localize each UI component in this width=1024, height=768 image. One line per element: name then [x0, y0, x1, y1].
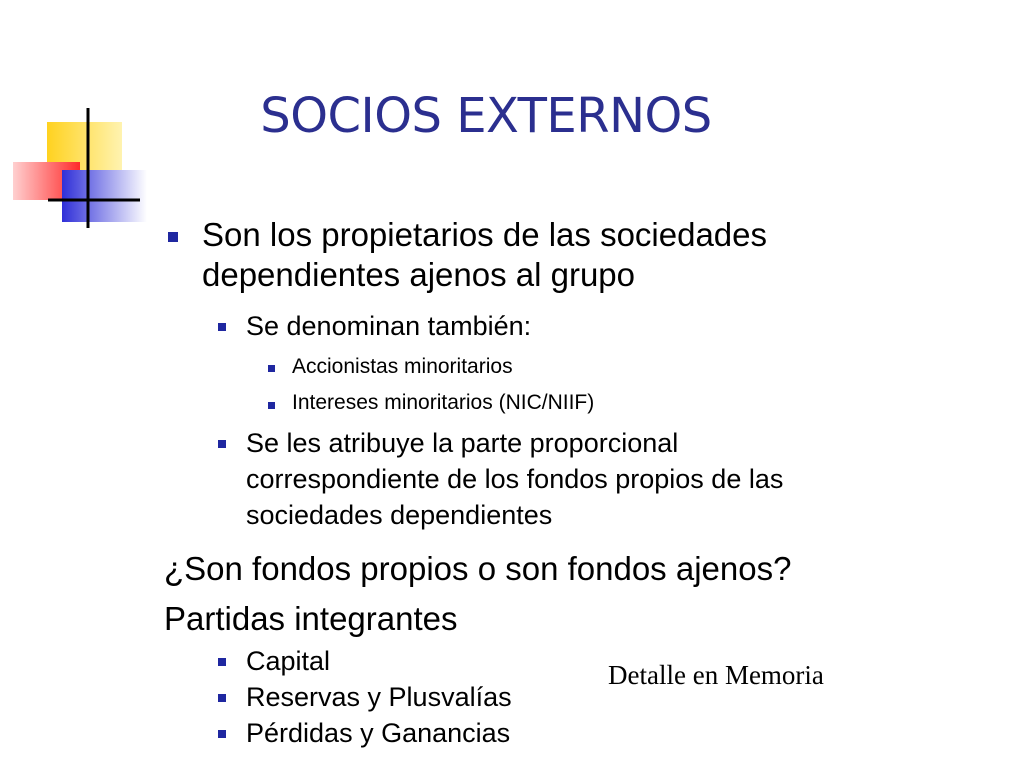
bullet-l2: [218, 440, 226, 448]
item-reservas: Reservas y Plusvalías: [246, 682, 512, 712]
item-accionistas: Accionistas minoritarios: [292, 355, 513, 378]
item-propietarios-line1: Son los propietarios de las sociedades: [202, 216, 768, 253]
bullet-l3: [268, 365, 275, 372]
item-denominan: Se denominan también:: [246, 311, 532, 341]
item-intereses: Intereses minoritarios (NIC/NIIF): [292, 391, 595, 414]
memoria-note: Detalle en Memoria: [608, 660, 824, 690]
item-atribuye-line3: sociedades dependientes: [246, 500, 553, 530]
deco-blue-bar: [62, 170, 147, 222]
item-capital: Capital: [246, 646, 331, 676]
question-line: ¿Son fondos propios o son fondos ajenos?: [164, 550, 792, 587]
bullet-l2: [218, 694, 226, 702]
item-propietarios-line2: dependientes ajenos al grupo: [202, 256, 636, 293]
item-atribuye-line2: correspondiente de los fondos propios de las: [246, 464, 784, 494]
bullet-l3: [268, 402, 275, 409]
bullet-l1: [168, 232, 178, 242]
item-atribuye-line1: Se les atribuye la parte proporcional: [246, 428, 679, 458]
bullet-l2: [218, 730, 226, 738]
bullet-l2: [218, 323, 226, 331]
partidas-heading: Partidas integrantes: [164, 600, 458, 637]
item-perdidas: Pérdidas y Ganancias: [246, 718, 511, 748]
bullet-l2: [218, 658, 226, 666]
slide-title: SOCIOS EXTERNOS: [260, 88, 712, 144]
